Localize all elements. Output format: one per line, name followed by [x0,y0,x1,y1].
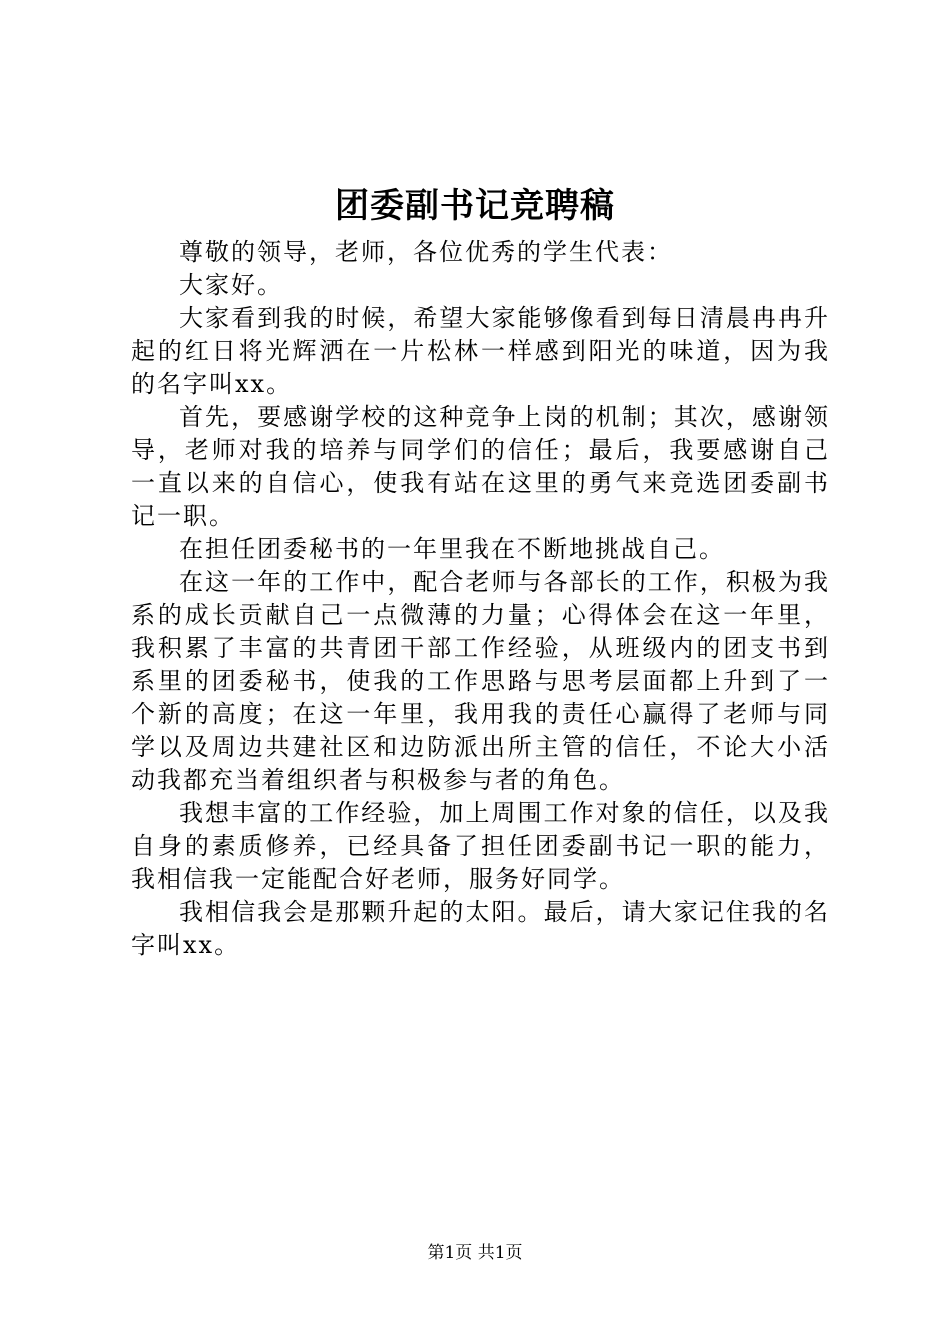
page-number-footer: 第1页 共1页 [427,1243,523,1263]
document-title: 团委副书记竞聘稿 [335,186,615,226]
paragraph: 在担任团委秘书的一年里我在不断地挑战自己。 [179,535,725,563]
document-body [131,236,830,962]
paragraph: 在这一年的工作中，配合老师与各部长的工作，积极为我系的成长贡献自己一点微薄的力量；心得体会在这一年里，我积累了丰富的共青团干部工作经验，从班级内的团支书到系里的团委秘书，使我的工作思路与思考层面都上升到了一个新的高度；在这一年里，我用我的责任心赢得了老师与同学以及周边共建社区和边防派出所主管的信任，不论大小活动我都充当着组织者与积极参与者的角色。 [131,568,830,794]
paragraph: 大家好。 [179,271,283,299]
paragraph: 我想丰富的工作经验，加上周围工作对象的信任，以及我自身的素质修养，已经具备了担任团委副书记一职的能力，我相信我一定能配合好老师，服务好同学。 [131,799,830,893]
paragraph: 大家看到我的时候，希望大家能够像看到每日清晨冉冉升起的红日将光辉洒在一片松林一样感到阳光的味道，因为我的名字叫xx。 [131,304,830,398]
paragraph: 尊敬的领导，老师，各位优秀的学生代表： [179,238,673,266]
paragraph: 我相信我会是那颗升起的太阳。最后，请大家记住我的名字叫xx。 [131,898,830,959]
paragraph: 首先，要感谢学校的这种竞争上岗的机制；其次，感谢领导，老师对我的培养与同学们的信任；最后，我要感谢自己一直以来的自信心，使我有站在这里的勇气来竞选团委副书记一职。 [131,403,830,530]
